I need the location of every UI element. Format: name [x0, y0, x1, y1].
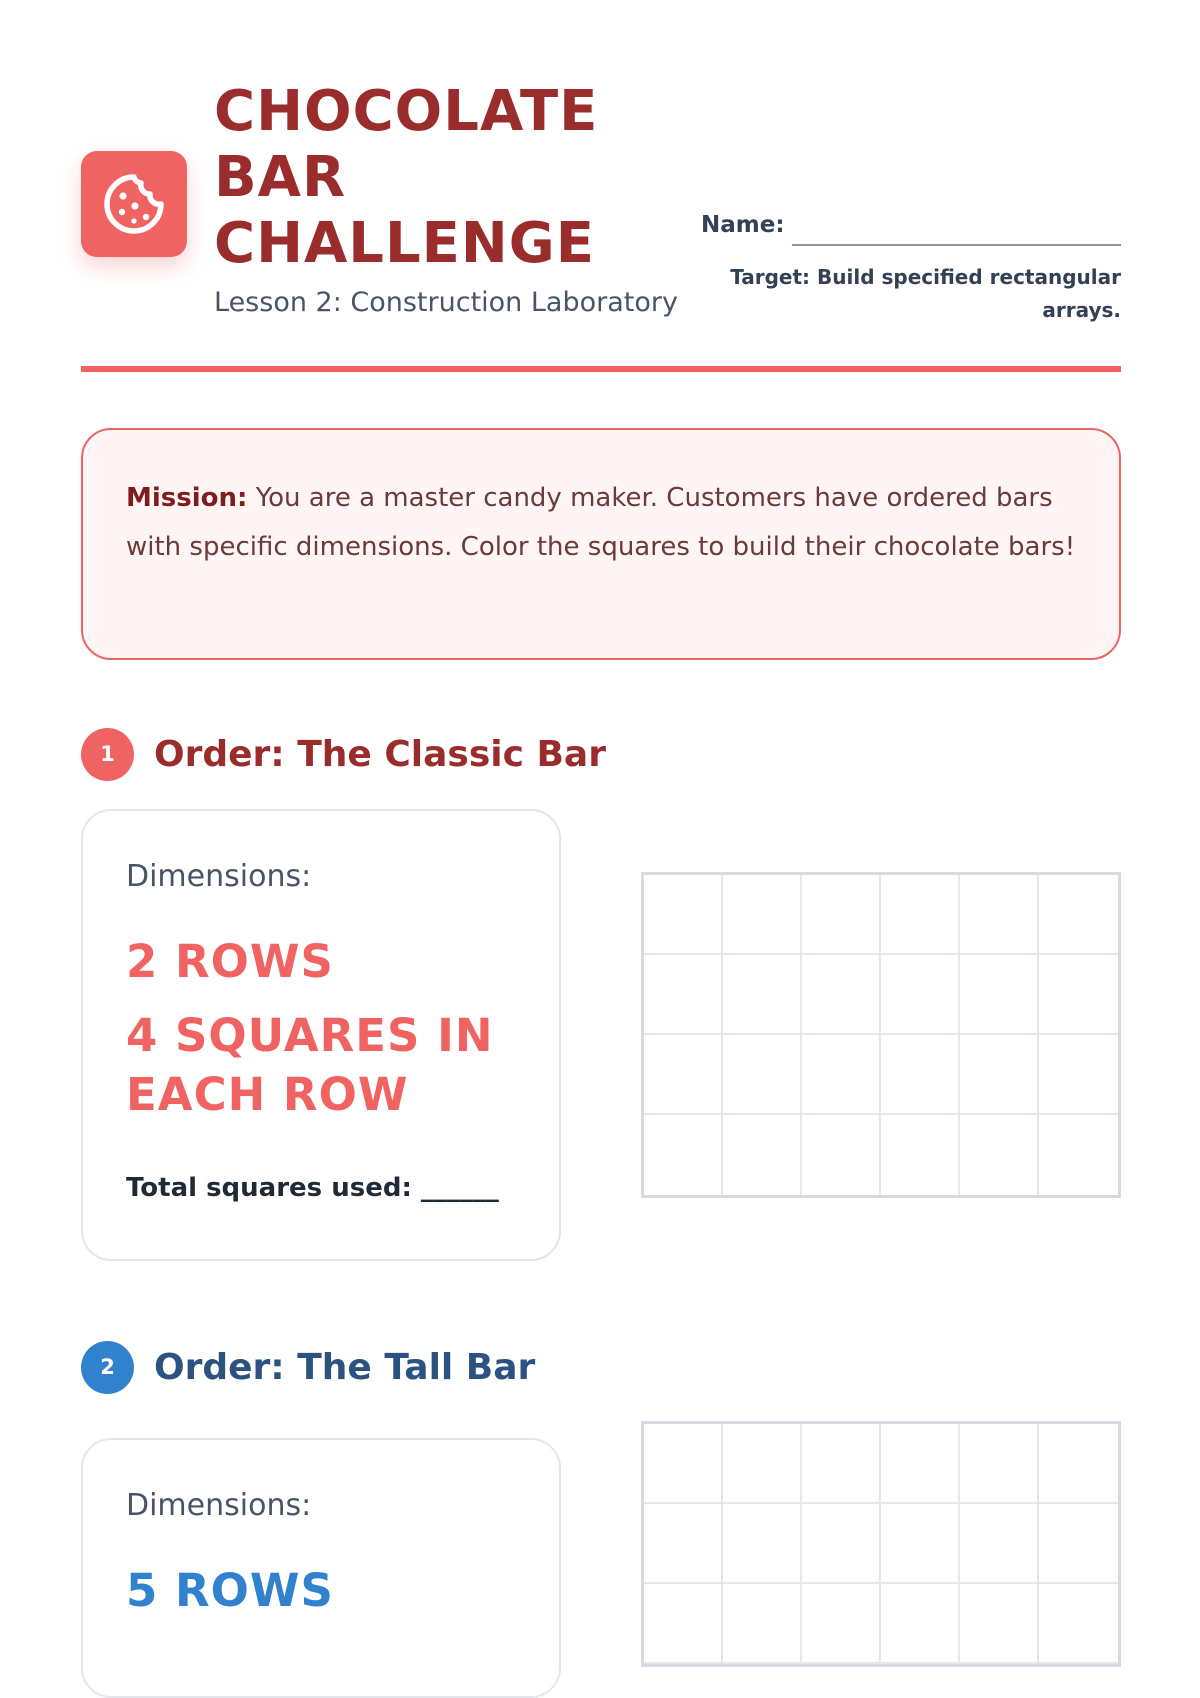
rows-spec: 2 ROWS: [126, 935, 334, 988]
grid-cell[interactable]: [802, 1584, 881, 1664]
grid-cell[interactable]: [802, 1035, 881, 1115]
grid-cell[interactable]: [1039, 1504, 1118, 1584]
dimensions-label: Dimensions:: [126, 859, 312, 894]
target-statement: Target: Build specified rectangular arrays.: [730, 265, 1121, 322]
order-title: Order: The Tall Bar: [154, 1347, 536, 1388]
grid-cell[interactable]: [1039, 875, 1118, 955]
grid-cell[interactable]: [644, 1504, 723, 1584]
total-squares-prompt: Total squares used: ______: [126, 1173, 499, 1203]
order-2-drawing-grid[interactable]: [641, 1421, 1121, 1667]
mission-label: Mission:: [126, 483, 248, 513]
grid-cell[interactable]: [723, 1424, 802, 1504]
grid-cell[interactable]: [1039, 1584, 1118, 1664]
grid-cell[interactable]: [960, 1424, 1039, 1504]
logo-tile: [81, 151, 187, 257]
grid-cell[interactable]: [881, 1035, 960, 1115]
page-title: [214, 79, 634, 277]
grid-cell[interactable]: [881, 1424, 960, 1504]
title-line: CHALLENGE: [214, 211, 596, 276]
order-number-badge: 2: [81, 1341, 134, 1394]
grid-cell[interactable]: [881, 1115, 960, 1195]
grid-cell[interactable]: [723, 875, 802, 955]
grid-cell[interactable]: [1039, 955, 1118, 1035]
grid-cell[interactable]: [881, 1584, 960, 1664]
grid-cell[interactable]: [644, 1115, 723, 1195]
mission-text: You are a master candy maker. Customers have ordered bars with specific dimensions. Color the squares to build their chocolate bars!: [126, 483, 1076, 562]
order-2-spec-card: [81, 1438, 561, 1698]
grid-cell[interactable]: [802, 1424, 881, 1504]
order-2-heading: [81, 1341, 981, 1395]
grid-cell[interactable]: [1039, 1115, 1118, 1195]
grid-cell[interactable]: [960, 875, 1039, 955]
grid-cell[interactable]: [802, 1115, 881, 1195]
header-divider: [81, 366, 1121, 372]
order-1-heading: [81, 728, 981, 782]
grid-cell[interactable]: [723, 1035, 802, 1115]
grid-cell[interactable]: [1039, 1424, 1118, 1504]
lesson-subtitle: Lesson 2: Construction Laboratory: [214, 287, 678, 318]
grid-cell[interactable]: [644, 1584, 723, 1664]
grid-cell[interactable]: [644, 875, 723, 955]
order-1-spec-card: [81, 809, 561, 1261]
grid-cell[interactable]: [960, 1115, 1039, 1195]
mission-box: [81, 428, 1121, 660]
worksheet-header: [81, 0, 1121, 370]
grid-cell[interactable]: [644, 1035, 723, 1115]
grid-cell[interactable]: [802, 875, 881, 955]
grid-cell[interactable]: [960, 955, 1039, 1035]
grid-cell[interactable]: [644, 1424, 723, 1504]
title-line: BAR: [214, 145, 347, 210]
grid-cell[interactable]: [960, 1584, 1039, 1664]
grid-cell[interactable]: [723, 1115, 802, 1195]
order-number-badge: 1: [81, 728, 134, 781]
grid-cell[interactable]: [960, 1504, 1039, 1584]
grid-cell[interactable]: [802, 1504, 881, 1584]
squares-per-row-spec: 4 SQUARES IN EACH ROW: [126, 1009, 494, 1121]
order-1-drawing-grid[interactable]: [641, 872, 1121, 1198]
worksheet-page: [81, 0, 1121, 1617]
grid-cell[interactable]: [960, 1035, 1039, 1115]
cookie-icon: [101, 171, 167, 237]
grid-cell[interactable]: [723, 1584, 802, 1664]
grid-cell[interactable]: [881, 1504, 960, 1584]
grid-cell[interactable]: [881, 875, 960, 955]
grid-cell[interactable]: [1039, 1035, 1118, 1115]
title-line: CHOCOLATE: [214, 79, 599, 144]
rows-spec: 5 ROWS: [126, 1564, 334, 1617]
grid-cell[interactable]: [644, 955, 723, 1035]
name-label: Name:: [701, 212, 785, 238]
order-title: Order: The Classic Bar: [154, 734, 606, 775]
grid-cell[interactable]: [723, 955, 802, 1035]
dimensions-label: Dimensions:: [126, 1488, 312, 1523]
grid-cell[interactable]: [723, 1504, 802, 1584]
name-field-row: [701, 210, 1121, 250]
grid-cell[interactable]: [802, 955, 881, 1035]
name-write-line[interactable]: [792, 244, 1121, 246]
grid-cell[interactable]: [881, 955, 960, 1035]
